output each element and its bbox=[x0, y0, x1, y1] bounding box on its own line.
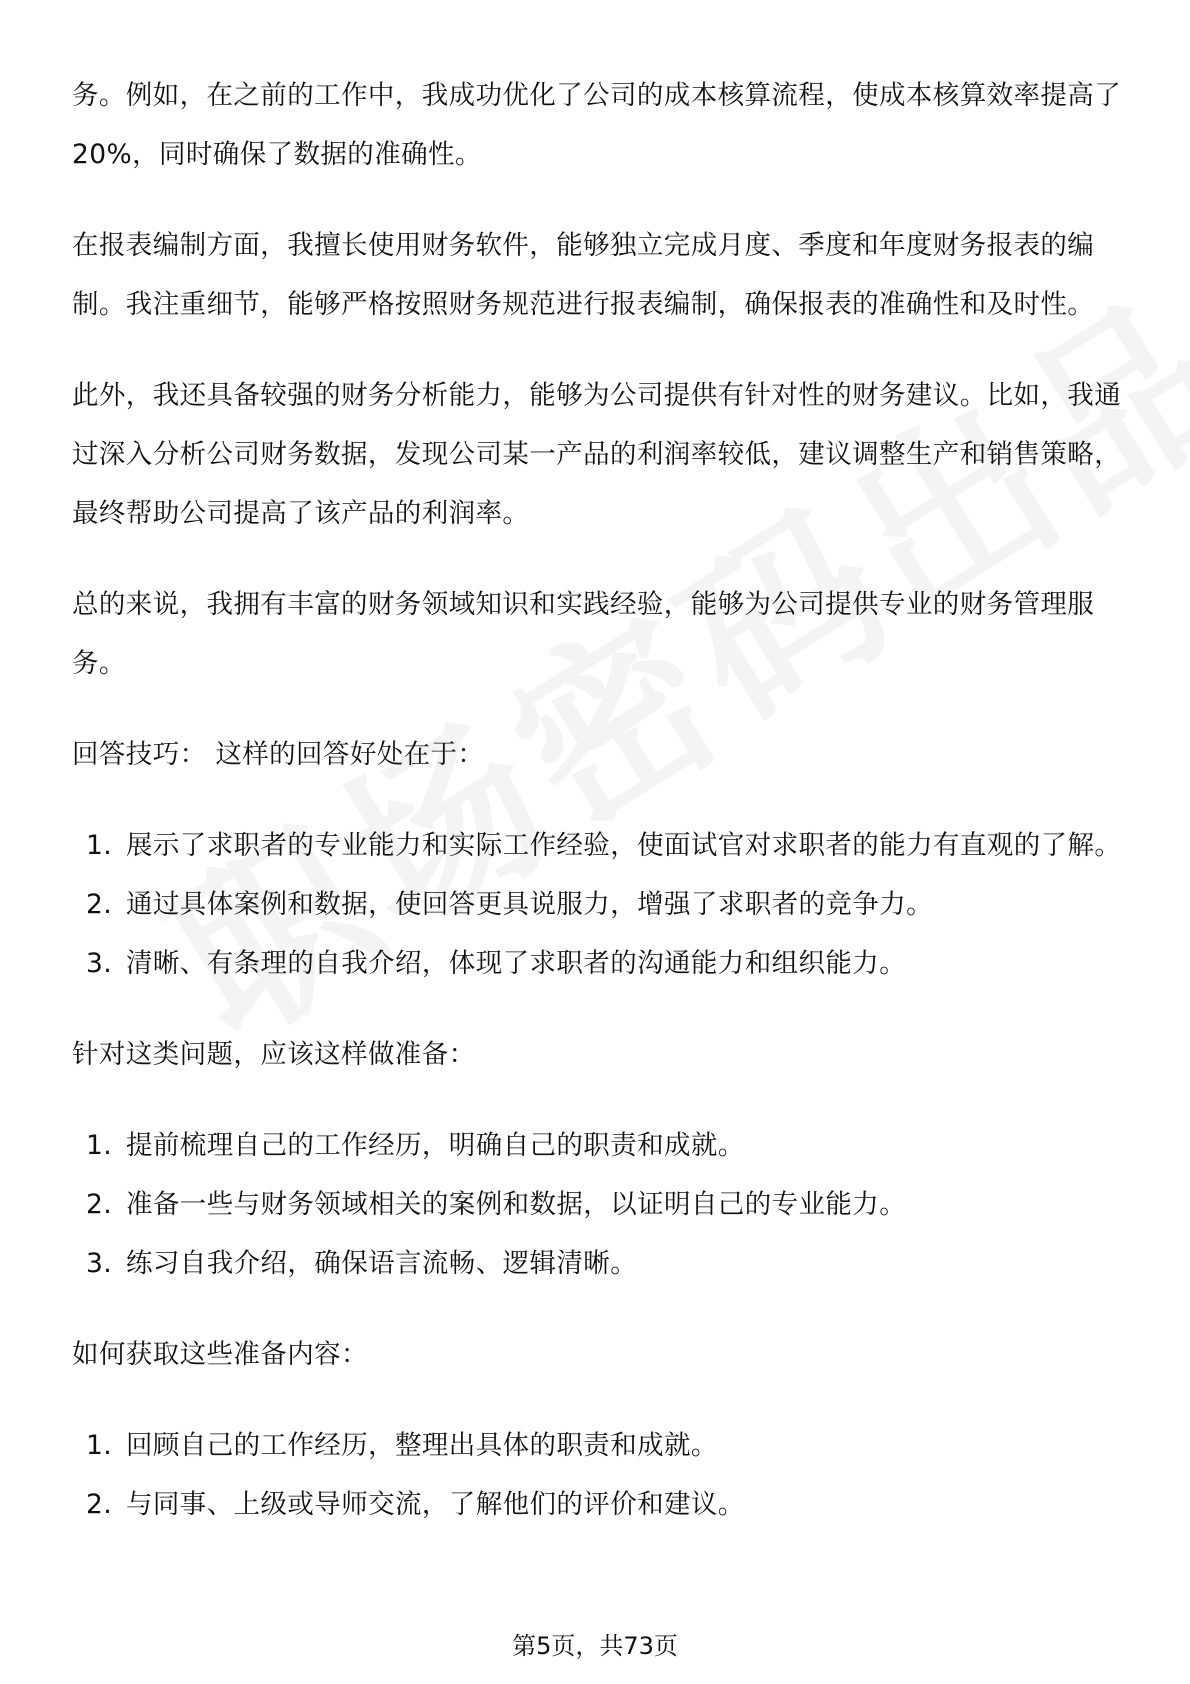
list-item-text: 准备一些与财务领域相关的案例和数据，以证明自己的专业能力。 bbox=[126, 1189, 907, 1220]
list-item-text: 与同事、上级或导师交流，了解他们的评价和建议。 bbox=[126, 1489, 745, 1520]
list-item-text: 练习自我介绍，确保语言流畅、逻辑清晰。 bbox=[126, 1248, 638, 1279]
list-item-text: 提前梳理自己的工作经历，明确自己的职责和成就。 bbox=[126, 1130, 745, 1161]
list-item bbox=[72, 875, 1122, 934]
paragraph: 此外，我还具备较强的财务分析能力，能够为公司提供有针对性的财务建议。比如，我通过深入分析公司财务数据，发现公司某一产品的利润率较低，建议调整生产和销售策略，最终帮助公司提高了该产品的利润率。 bbox=[72, 380, 1122, 529]
list-item-text: 清晰、有条理的自我介绍，体现了求职者的沟通能力和组织能力。 bbox=[126, 948, 907, 979]
list-item-text: 展示了求职者的专业能力和实际工作经验，使面试官对求职者的能力有直观的了解。 bbox=[126, 830, 1122, 861]
list-number: 2. bbox=[86, 889, 113, 920]
list-item-text: 回顾自己的工作经历，整理出具体的职责和成就。 bbox=[126, 1430, 718, 1461]
paragraph: 总的来说，我拥有丰富的财务领域知识和实践经验，能够为公司提供专业的财务管理服务。 bbox=[72, 589, 1095, 679]
list-number: 2. bbox=[86, 1489, 113, 1520]
list-item bbox=[72, 1234, 1122, 1293]
list-item bbox=[72, 816, 1122, 875]
prepare-heading: 针对这类问题，应该这样做准备： bbox=[72, 1039, 476, 1070]
tips-heading: 回答技巧： 这样的回答好处在于： bbox=[72, 739, 485, 770]
list-number: 2. bbox=[86, 1189, 113, 1220]
obtain-list bbox=[72, 1416, 1122, 1534]
list-item bbox=[72, 1416, 1122, 1475]
list-item bbox=[72, 1175, 1122, 1234]
list-number: 3. bbox=[86, 1248, 113, 1279]
list-number: 3. bbox=[86, 948, 113, 979]
paragraph: 务。例如，在之前的工作中，我成功优化了公司的成本核算流程，使成本核算效率提高了20%，同时确保了数据的准确性。 bbox=[72, 80, 1122, 170]
list-item bbox=[72, 1116, 1122, 1175]
prepare-list bbox=[72, 1116, 1122, 1293]
list-number: 1. bbox=[86, 1130, 113, 1161]
list-number: 1. bbox=[86, 830, 113, 861]
list-item bbox=[72, 934, 1122, 993]
page-number-footer: 第5页，共73页 bbox=[512, 1632, 678, 1660]
list-number: 1. bbox=[86, 1430, 113, 1461]
list-item-text: 通过具体案例和数据，使回答更具说服力，增强了求职者的竞争力。 bbox=[126, 889, 933, 920]
tips-list bbox=[72, 816, 1122, 993]
page-content bbox=[72, 66, 1122, 1566]
obtain-heading: 如何获取这些准备内容： bbox=[72, 1339, 368, 1370]
list-item bbox=[72, 1475, 1122, 1534]
paragraph: 在报表编制方面，我擅长使用财务软件，能够独立完成月度、季度和年度财务报表的编制。我注重细节，能够严格按照财务规范进行报表编制，确保报表的准确性和及时性。 bbox=[72, 230, 1095, 320]
